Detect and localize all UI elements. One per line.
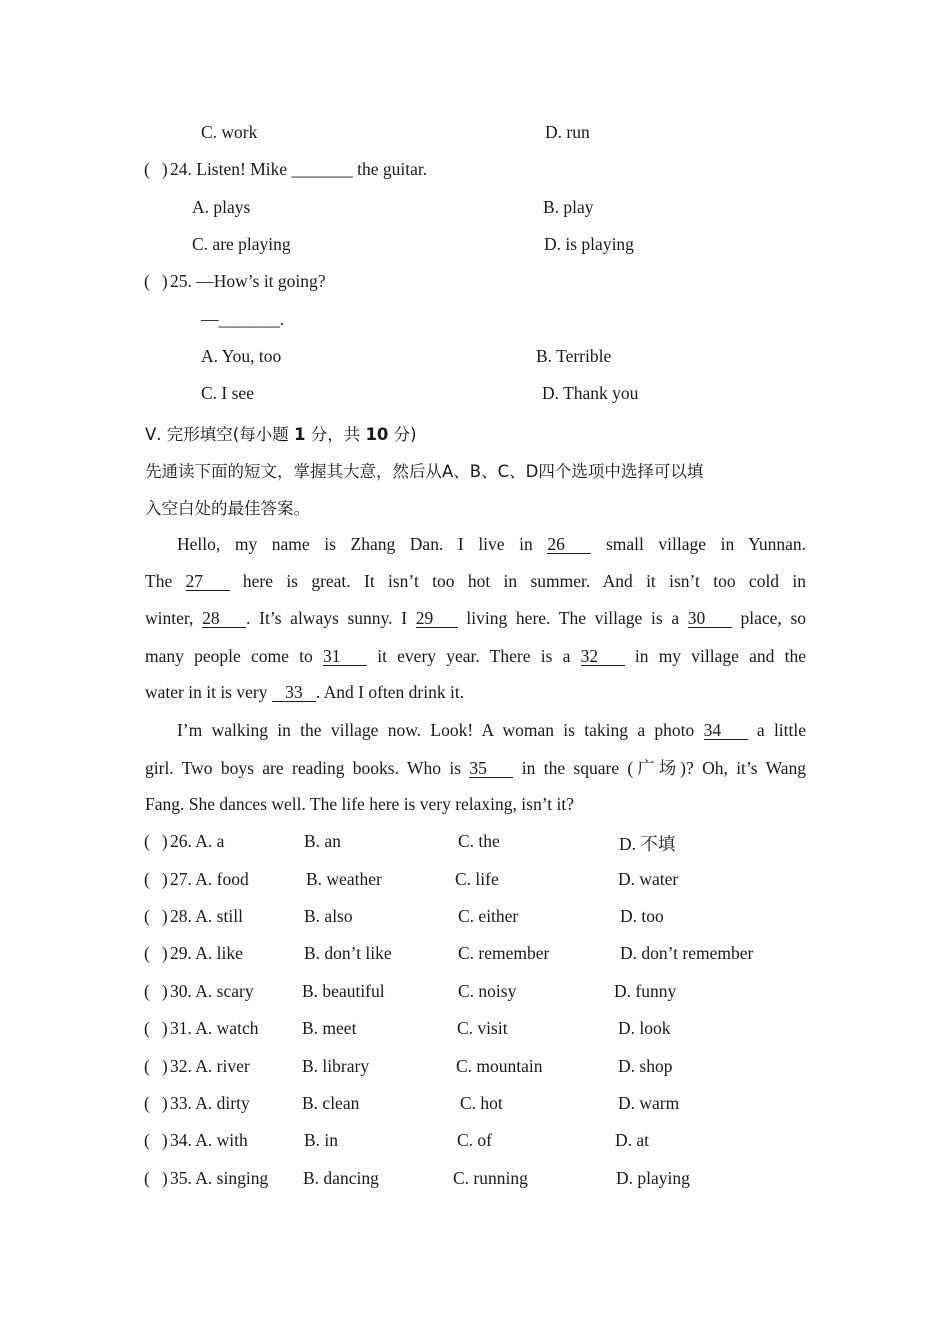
question-number-option-a: 34. A. with [170, 1130, 248, 1150]
option-d: D. look [618, 1018, 671, 1038]
answer-paren: ( ) [144, 943, 168, 963]
passage-line: The 27 here is great. It isn’t too hot in summer. And it isn’t too cold in [145, 571, 806, 591]
option-d: D. too [620, 906, 664, 926]
option-b: B. meet [302, 1018, 357, 1038]
option-c: C. of [457, 1130, 492, 1150]
option-c: C. either [458, 906, 519, 926]
option-b: B. don’t like [304, 943, 392, 963]
blank-31: 31 [323, 647, 367, 666]
blank-33: 33 [272, 683, 316, 702]
passage-line: Hello, my name is Zhang Dan. I live in 26 small village in Yunnan. [177, 534, 807, 554]
passage-line: I’m walking in the village now. Look! A woman is taking a photo 34 a little [177, 720, 807, 740]
option-24-c: C. are playing [192, 234, 291, 254]
passage-line: girl. Two boys are reading books. Who is 35 in the square (广场)? Oh, it’s Wang [145, 758, 806, 778]
question-number-option-a: 32. A. river [170, 1056, 250, 1076]
option-c: C. mountain [456, 1056, 543, 1076]
answer-paren: ( ) [144, 1130, 168, 1150]
option-c: C. life [455, 869, 499, 889]
blank-34: 34 [704, 721, 748, 740]
option-25-b: B. Terrible [536, 346, 612, 366]
option-d: D. don’t remember [620, 943, 754, 963]
answer-paren: ( ) [144, 981, 168, 1001]
option-c: C. remember [458, 943, 550, 963]
question-number-option-a: 26. A. a [170, 831, 225, 851]
question-number-option-a: 28. A. still [170, 906, 243, 926]
section-title: Ⅴ. 完形填空(每小题 1 分，共 10 分) [145, 425, 417, 444]
question-number-option-a: 35. A. singing [170, 1168, 269, 1188]
question-number-option-a: 30. A. scary [170, 981, 254, 1001]
option-d: D. water [618, 869, 679, 889]
option-b: B. weather [306, 869, 382, 889]
option-24-a: A. plays [192, 197, 251, 217]
option-c: C. hot [460, 1093, 503, 1113]
passage-line: Fang. She dances well. The life here is very relaxing, isn’t it? [145, 794, 574, 814]
option-b: B. also [304, 906, 353, 926]
option-23-d: D. run [545, 122, 590, 142]
option-c: C. running [453, 1168, 528, 1188]
option-c: C. noisy [458, 981, 517, 1001]
answer-paren: ( ) [144, 1093, 168, 1113]
option-d: D. funny [614, 981, 677, 1001]
answer-paren: ( ) [144, 869, 168, 889]
answer-paren-24: ( ) [144, 159, 168, 179]
question-25-stem: 25. —How’s it going? [170, 271, 326, 291]
answer-paren: ( ) [144, 906, 168, 926]
option-b: B. clean [302, 1093, 360, 1113]
question-number-option-a: 31. A. watch [170, 1018, 259, 1038]
option-c: C. visit [457, 1018, 508, 1038]
option-23-c: C. work [201, 122, 258, 142]
blank-29: 29 [416, 609, 458, 628]
option-b: B. library [302, 1056, 370, 1076]
option-d: D. 不填 [619, 834, 676, 854]
blank-32: 32 [581, 647, 625, 666]
option-c: C. the [458, 831, 500, 851]
question-24-stem: 24. Listen! Mike _______ the guitar. [170, 159, 428, 179]
option-25-d: D. Thank you [542, 383, 639, 403]
blank-30: 30 [688, 609, 732, 628]
option-d: D. shop [618, 1056, 673, 1076]
blank-26: 26 [547, 535, 591, 554]
passage-line: many people come to 31 it every year. There is a 32 in my village and the [145, 646, 807, 666]
answer-paren: ( ) [144, 831, 168, 851]
option-b: B. dancing [303, 1168, 379, 1188]
option-25-c: C. I see [201, 383, 254, 403]
question-25-reply: —_______. [201, 309, 285, 329]
section-instruction-line1: 先通读下面的短文，掌握其大意，然后从A、B、C、D四个选项中选择可以填 [145, 462, 704, 481]
answer-paren: ( ) [144, 1168, 168, 1188]
option-d: D. playing [616, 1168, 690, 1188]
option-b: B. in [304, 1130, 339, 1150]
option-25-a: A. You, too [201, 346, 282, 366]
option-24-b: B. play [543, 197, 594, 217]
option-d: D. warm [618, 1093, 680, 1113]
option-b: B. an [304, 831, 341, 851]
section-instruction-line2: 入空白处的最佳答案。 [145, 499, 310, 518]
answer-paren-25: ( ) [144, 271, 168, 291]
option-b: B. beautiful [302, 981, 385, 1001]
option-d: D. at [615, 1130, 650, 1150]
option-24-d: D. is playing [544, 234, 634, 254]
passage-line: winter, 28 . It’s always sunny. I 29 living here. The village is a 30 place, so [145, 608, 807, 628]
blank-27: 27 [186, 572, 230, 591]
question-number-option-a: 27. A. food [170, 869, 249, 889]
question-number-option-a: 29. A. like [170, 943, 243, 963]
blank-28: 28 [202, 609, 246, 628]
question-number-option-a: 33. A. dirty [170, 1093, 250, 1113]
answer-paren: ( ) [144, 1056, 168, 1076]
answer-paren: ( ) [144, 1018, 168, 1038]
passage-line: water in it is very 33 . And I often drink it. [145, 682, 465, 702]
blank-35: 35 [469, 759, 513, 778]
